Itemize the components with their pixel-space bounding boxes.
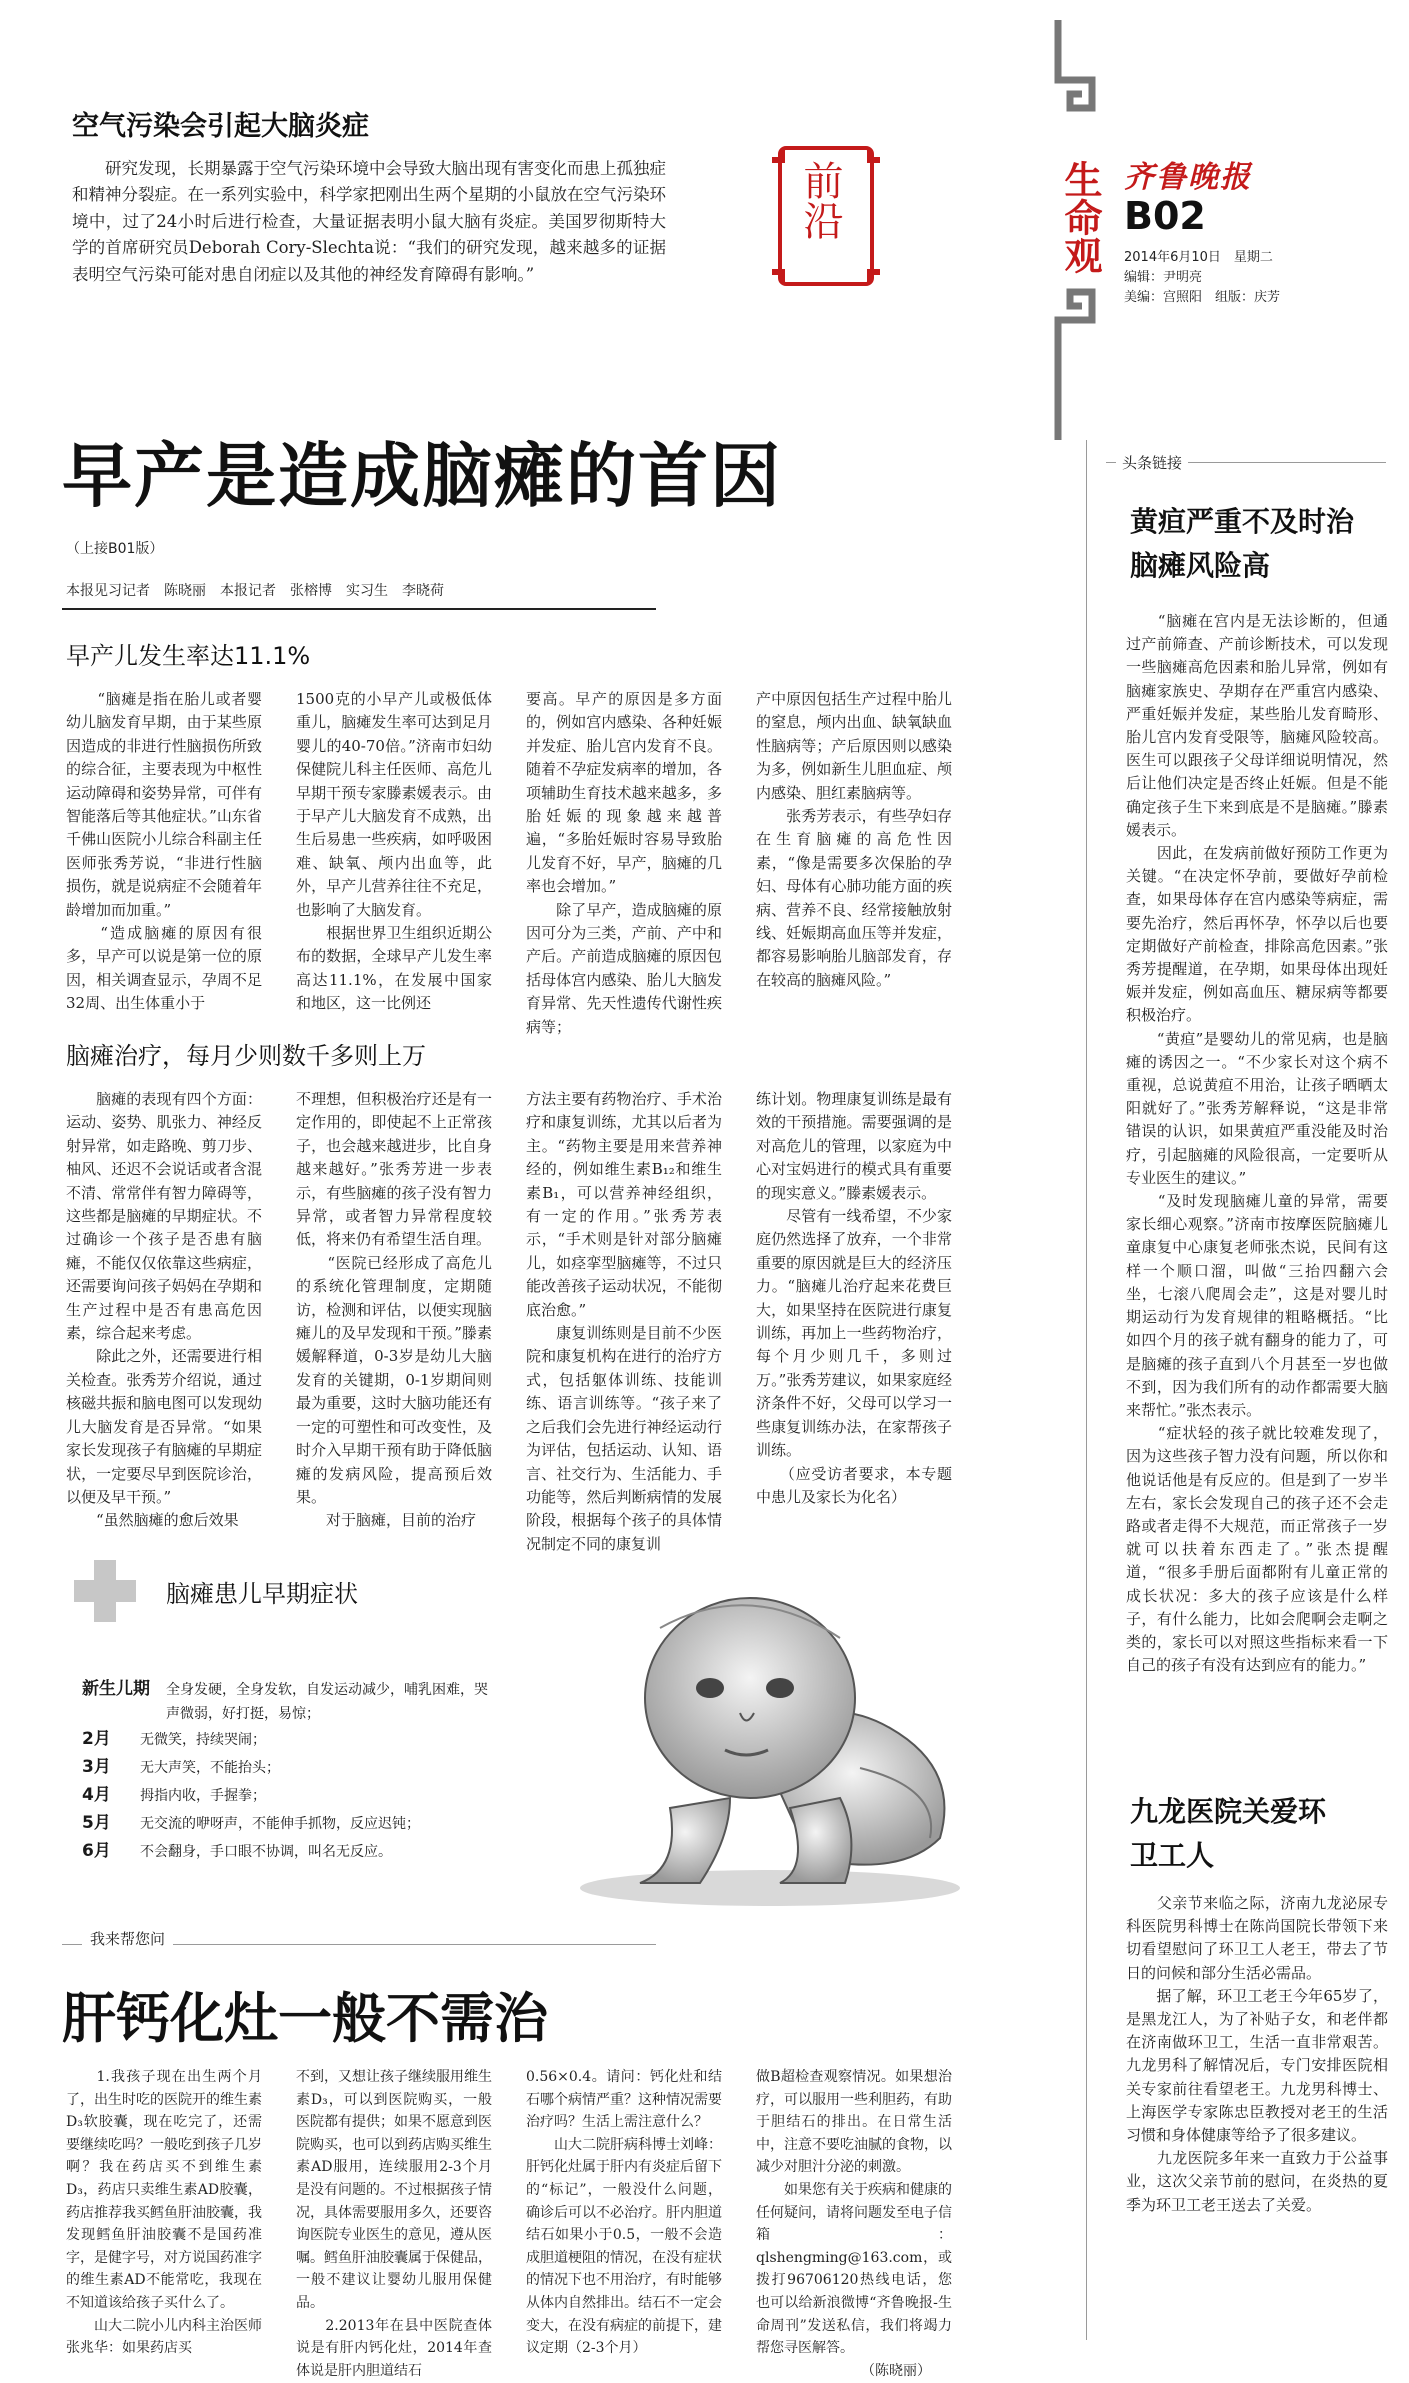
sec2-col-2: 不理想，但积极治疗还是有一定作用的，即使起不上正常孩子，也会越来越进步，比自身越来越好。”张秀芳进一步表示，有些脑瘫的孩子没有智力异常，或者智力异常程度较低，将来仍有希望生活自理。 “医院已经形成了高危儿的系统化管理制度，定期随访，检测和评估，以便实现脑瘫儿的及早发现和干预。”滕素媛解释道，0-3岁是幼儿大脑发育的关键期，0-1岁期间则最为重要，这时大脑功能还有一定的可塑性和可改变性，及时介入早期干预有助于降低脑瘫的发病风险，提高预后效果。 对于脑瘫，目前的治疗	[296, 1090, 492, 1530]
symptom-age: 3月	[82, 1757, 111, 1777]
sec1-col-1: “脑瘫是指在胎儿或者婴幼儿脑发育早期，由于某些原因造成的非进行性脑损伤所致的综合征，主要表现为中枢性运动障碍和姿势异常，可伴有智能落后等其他症状。”山东省千佛山医院小儿综合科副主任医师张秀芳说，“非进行性脑损伤，就是说病症不会随着年龄增加而加重。” “造成脑瘫的原因有很多，早产可以说是第一位的原因，相关调查显示，孕周不足32周、出生体重小于	[66, 690, 262, 1013]
symptom-age: 6月	[82, 1841, 111, 1861]
symptom-desc: 无交流的咿呀声，不能伸手抓物，反应迟钝；	[140, 1816, 420, 1832]
sec2-col-4: 练计划。物理康复训练是最有效的干预措施。需要强调的是对高危儿的管理，以家庭为中心对宝妈进行的模式具有重要的现实意义。”滕素媛表示。 尽管有一线希望，不少家庭仍然选择了放弃，一个非常重要的原因就是巨大的经济压力。“脑瘫儿治疗起来花费巨大，如果坚持在医院进行康复训练，再加上一些药物治疗，每个月少则几千，多则过万。”张秀芳建议，如果家庭经济条件不好，父母可以学习一些康复训练办法，在家帮孩子训练。 （应受访者要求，本专题中患儿及家长为化名）	[756, 1090, 952, 1506]
qa-headline: 肝钙化灶一般不需治	[62, 1987, 548, 2050]
newspaper-logo: 齐鲁晚报	[1124, 160, 1252, 195]
section-ribbon	[1040, 20, 1110, 440]
cross-icon	[70, 1556, 140, 1626]
symptom-age: 5月	[82, 1813, 111, 1833]
symptom-age: 2月	[82, 1729, 111, 1749]
symptom-desc: 无大声笑，不能抬头；	[140, 1760, 280, 1776]
symptom-age: 新生儿期	[82, 1679, 150, 1699]
sidebar-story2-title: 九龙医院关爱环卫工人	[1130, 1795, 1327, 1872]
symptom-row	[82, 1726, 502, 1754]
baby-illustration	[560, 1538, 980, 1918]
sidebar-story1-title: 黄疸严重不及时治脑瘫风险高	[1130, 505, 1355, 582]
symptom-age: 4月	[82, 1785, 111, 1805]
sidebar-story2-body: 父亲节来临之际，济南九龙泌尿专科医院男科博士在陈尚国院长带领下来切看望慰问了环卫工人老王，带去了节日的问候和部分生活必需品。 据了解，环卫工老王今年65岁了，是黑龙江人，为了补贴子女，和老伴都在济南做环卫工，生活一直非常艰苦。九龙男科了解情况后，专门安排医院相关专家前往看望老王。九龙男科博士、上海医学专家陈忠臣教授对老王的生活习惯和身体健康等给予了很多建议。 九龙医院多年来一直致力于公益事业，这次父亲节前的慰问，在炎热的夏季为环卫工老王送去了关爱。	[1126, 1894, 1388, 2214]
symptom-row	[82, 1810, 502, 1838]
symptom-row	[82, 1838, 502, 1866]
symptom-row	[82, 1782, 502, 1810]
section-name: 生命观	[1058, 160, 1102, 274]
symptom-desc: 拇指内收，手握拳；	[140, 1788, 266, 1804]
symptom-desc: 全身发硬，全身发软，自发运动减少，哺乳困难，哭声微弱，好打挺，易惊；	[166, 1682, 488, 1722]
brief-body: 研究发现，长期暴露于空气污染环境中会导致大脑出现有害变化而患上孤独症和精神分裂症。在一系列实验中，科学家把刚出生两个星期的小鼠放在空气污染环境中，过了24小时后进行检查，大量证据表明小鼠大脑有炎症。美国罗彻斯特大学的首席研究员Deborah Cory-Slechta说：“我们的研究发现，越来越多的证据表明空气污染可能对患自闭症以及其他的神经发育障碍有影响。”	[72, 159, 666, 284]
design-credit: 美编：宫照阳 组版：庆芳	[1124, 290, 1281, 305]
brief-title: 空气污染会引起大脑炎症	[72, 111, 369, 142]
main-headline: 早产是造成脑瘫的首因	[62, 435, 782, 517]
sidebar-story1-body: “脑瘫在宫内是无法诊断的，但通过产前筛查、产前诊断技术，可以发现一些脑瘫高危因素和胎儿异常，例如有脑瘫家族史、孕期存在严重宫内感染、严重妊娠并发症，某些胎儿发育畸形、胎儿宫内发育受限等，脑瘫风险较高。医生可以跟孩子父母详细说明情况，然后让他们决定是否终止妊娠。但是不能确定孩子生下来到底是不是脑瘫。”滕素媛表示。 因此，在发病前做好预防工作更为关键。“在决定怀孕前，要做好孕前检查，如果母体存在宫内感染等病症，需要先治疗，然后再怀孕，怀孕以后也要定期做好产前检查，排除高危因素。”张秀芳提醒道，在孕期，如果母体出现妊娠并发症，例如高血压、糖尿病等都要积极治疗。 “黄疸”是婴幼儿的常见病，也是脑瘫的诱因之一。“不少家长对这个病不重视，总说黄疸不用治，让孩子晒晒太阳就好了。”张秀芳解释说，“这是非常错误的认识，如果黄疸严重没能及时治疗，引起脑瘫的风险很高，一定要听从专业医生的建议。” “及时发现脑瘫儿童的异常，需要家长细心观察。”济南市按摩医院脑瘫儿童康复中心康复老师张杰说，民间有这样一个顺口溜，叫做“三抬四翻六会坐，七滚八爬周会走”，这是对婴儿时期运动行为发育规律的粗略概括。“比如四个月的孩子就有翻身的能力了，可是脑瘫的孩子直到八个月甚至一岁也做不到，因为我们所有的动作都需要大脑来帮忙。”张杰表示。 “症状轻的孩子就比较难发现了，因为这些孩子智力没有问题，所以你和他说话他是有反应的。但是到了一岁半左右，家长会发现自己的孩子还不会走路或者走得不大规范，而正常孩子一岁就可以扶着东西走了。”张杰提醒道，“很多手册后面都附有儿童正常的成长状况：多大的孩子应该是什么样子，有什么能力，比如会爬啊会走啊之类的，家长可以对照这些指标来看一下自己的孩子有没有达到应有的能力。”	[1126, 612, 1388, 1675]
badge-label: 前沿	[797, 160, 843, 240]
frontier-badge	[770, 140, 882, 292]
issue-date: 2014年6月10日 星期二	[1124, 250, 1273, 265]
section1-title: 早产儿发生率达11.1%	[66, 642, 311, 670]
sec2-col-1: 脑瘫的表现有四个方面：运动、姿势、肌张力、神经反射异常，如走路晚、剪刀步、柚风、还迟不会说话或者含混不清、常常伴有智力障碍等，这些都是脑瘫的早期症状。不过确诊一个孩子是否患有脑瘫，不能仅仅依靠这些病症，还需要询问孩子妈妈在孕期和生产过程中是否有患高危因素，综合起来考虑。 除此之外，还需要进行相关检查。张秀芳介绍说，通过核磁共振和脑电图可以发现幼儿大脑发育是否异常。“如果家长发现孩子有脑瘫的早期症状，一定要尽早到医院诊治，以便及早干预。” “虽然脑瘫的愈后效果	[66, 1090, 262, 1530]
sec1-col-3: 要高。早产的原因是多方面的，例如宫内感染、各种妊娠并发症、胎儿宫内发育不良。随着不孕症发病率的增加，各项辅助生育技术越来越多，多胎妊娠的现象越来越普遍，“多胎妊娠时容易导致胎儿发育不好，早产，脑瘫的几率也会增加。” 除了早产，造成脑瘫的原因可分为三类，产前、产中和产后。产前造成脑瘫的原因包括母体宫内感染、胎儿大脑发育异常、先天性遗传代谢性疾病等；	[526, 690, 722, 1036]
byline: 本报见习记者 陈晓丽 本报记者 张榕博 实习生 李晓荷	[66, 583, 444, 599]
section2-title: 脑瘫治疗，每月少则数千多则上万	[66, 1042, 426, 1070]
qa-col-3: 0.56×0.4。请问：钙化灶和结石哪个病情严重？这种情况需要治疗吗？生活上需注意什么？ 山大二院肝病科博士刘峰：肝钙化灶属于肝内有炎症后留下的“标记”，一般没什么问题，确诊后可以不必治疗。肝内胆道结石如果小于0.5，一般不会造成胆道梗阻的情况，在没有症状的情况下也不用治疗，有时能够从体内自然排出。结石不一定会变大，在没有病症的前提下，建议定期（2-3个月）	[526, 2069, 722, 2357]
qa-tag: 我来帮您问	[82, 1928, 173, 1949]
sec1-col-2: 1500克的小早产儿或极低体重儿，脑瘫发生率可达到足月婴儿的40-70倍。”济南市妇幼保健院儿科主任医师、高危儿早期干预专家滕素媛表示。由于早产儿大脑发育不成熟，出生后易患一些疾病，如呼吸困难、缺氧、颅内出血等，此外，早产儿营养往往不充足，也影响了大脑发育。 根据世界卫生组织近期公布的数据，全球早产儿发生率高达11.1%，在发展中国家和地区，这一比例还	[296, 690, 492, 1013]
symptoms-title: 脑瘫患儿早期症状	[166, 1580, 358, 1608]
qa-col-4: 做B超检查观察情况。如果想治疗，可以服用一些利胆药，有助于胆结石的排出。在日常生活中，注意不要吃油腻的食物，以减少对胆汁分泌的刺激。 如果您有关于疾病和健康的任何疑问，请将问题发至电子信箱：qlshengming@163.com，或拨打96706120热线电话，您也可以给新浪微博“齐鲁晚报-生命周刊”发送私信，我们将竭力帮您寻医解答。 （陈晓丽）	[756, 2069, 952, 2379]
symptoms-list	[82, 1676, 502, 1866]
sidebar-tag: 头条链接	[1116, 452, 1188, 473]
symptom-desc: 不会翻身，手口眼不协调，叫名无反应。	[140, 1844, 392, 1860]
qa-col-1: 1.我孩子现在出生两个月了，出生时吃的医院开的维生素D₃软胶囊，现在吃完了，还需要继续吃吗？一般吃到孩子几岁啊？我在药店买不到维生素D₃，药店只卖维生素AD胶囊，药店推荐我买鳕鱼肝油胶囊，我发现鳕鱼肝油胶囊不是国药准字，是健字号，对方说国药准字的维生素AD不能常吃，我现在不知道该给孩子买什么了。 山大二院小儿内科主治医师张兆华：如果药店买	[66, 2069, 262, 2357]
qa-col-2: 不到，又想让孩子继续服用维生素D₃，可以到医院购买，一般医院都有提供；如果不愿意到医院购买，也可以到药店购买维生素AD服用，连续服用2-3个月是没有问题的。不过根据孩子情况，具体需要服用多久，还要咨询医院专业医生的意见，遵从医嘱。鳕鱼肝油胶囊属于保健品，一般不建议让婴幼儿服用保健品。 2.2013年在县中医院查体说是有肝内钙化灶，2014年查体说是肝内胆道结石	[296, 2069, 492, 2379]
sidebar-vertical-rule	[1086, 440, 1087, 2340]
symptom-desc: 无微笑，持续哭闹；	[140, 1732, 266, 1748]
symptom-row	[82, 1754, 502, 1782]
editor-credit: 编辑：尹明亮	[1124, 270, 1203, 285]
symptom-row	[82, 1676, 502, 1726]
page-code: B02	[1124, 194, 1206, 238]
byline-rule	[62, 608, 656, 610]
sec2-col-3: 方法主要有药物治疗、手术治疗和康复训练，尤其以后者为主。“药物主要是用来营养神经的，例如维生素B₁₂和维生素B₁，可以营养神经组织，有一定的作用。”张秀芳表示，“手术则是针对部分脑瘫儿，如痉挛型脑瘫等，不过只能改善孩子运动状况，不能彻底治愈。” 康复训练则是目前不少医院和康复机构在进行的治疗方式，包括躯体训练、技能训练、语言训练等。“孩子来了之后我们会先进行神经运动行为评估，包括运动、认知、语言、社交行为、生活能力、手功能等，然后判断病情的发展阶段，根据每个孩子的具体情况制定不同的康复训	[526, 1090, 722, 1553]
sec1-col-4: 产中原因包括生产过程中胎儿的窒息，颅内出血、缺氧缺血性脑病等；产后原因则以感染为多，例如新生儿胆血症、颅内感染、胆红素脑病等。 张秀芳表示，有些孕妇存在生育脑瘫的高危性因素，“像是需要多次保胎的孕妇、母体有心肺功能方面的疾病、营养不良、经常接触放射线、妊娠期高血压等并发症，都容易影响胎儿脑部发育，存在较高的脑瘫风险。”	[756, 690, 952, 989]
continued-note: （上接B01版）	[66, 541, 164, 557]
